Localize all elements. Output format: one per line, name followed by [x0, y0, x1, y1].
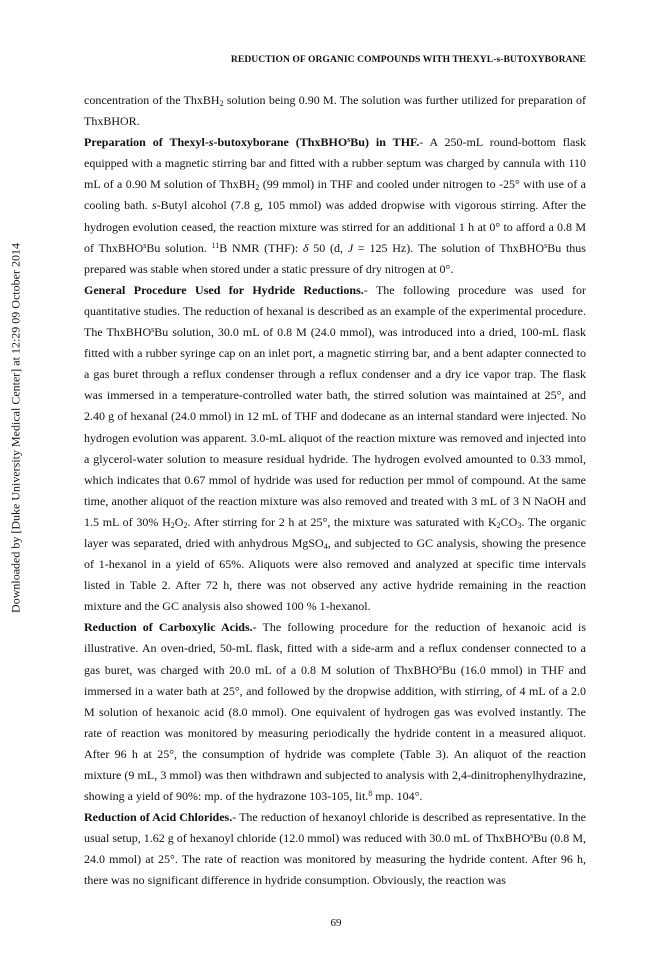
running-head: REDUCTION OF ORGANIC COMPOUNDS WITH THEXYL-s-BUTOXYBORANE — [230, 54, 586, 65]
paragraph-general-procedure: General Procedure Used for Hydride Reductions.- The following procedure was used for quantitative studies. The reduction of hexanal is described as an example of the experimental procedure. The ThxBHO$^s$Bu solution, 30.0 mL of 0.8 M (24.0 mmol), was introduced into a dried, 100-mL flask fitted with a rubber syringe cap on an inlet port, a magnetic stirring bar, and a bent adapter connected to a gas buret through a reflux condenser through a reflux condenser and a dry ice vapor trap. The flask was immersed in a temperature-controlled water bath, the stirred solution was maintained at 25°, and 2.40 g of hexanal (24.0 mmol) in 12 mL of THF and dodecane as an internal standard were injected. No hydrogen evolution was apparent. 3.0-mL aliquot of the reaction mixture was removed and injected into a glycerol-water solution to measure residual hydride. The hydrogen evolved amounted to 0.33 mmol, which indicates that 0.67 mmol of hydride was used for reduction per mmol of compound. At the same time, another aliquot of the reaction mixture was also removed and treated with 3 mL of 3 N NaOH and 1.5 mL of 30% $H_2O_2$. After stirring for 2 h at 25°, the mixture was saturated with $K_2CO_3$. The organic layer was separated, dried with anhydrous MgSO$_4$, and subjected to GC analysis, showing the presence of 1-hexanol in a yield of 65%. Aliquots were also removed and analyzed at specific time intervals listed in Table 2. After 72 h, there was not observed any active hydride remaining in the reaction mixture and the GC analysis also showed 100 % 1-hexanol. — [84, 282, 586, 614]
paragraph-thxbh2-concentration: concentration of the ThxBH$_2$ solution being 0.90 M. The solution was further utilized for preparation of ThxBHOR. — [84, 93, 586, 129]
section-heading-carboxylic-acids: Reduction of Carboxylic Acids. — [84, 620, 253, 635]
paragraph-carboxylic-acids: Reduction of Carboxylic Acids.- The following procedure for the reduction of hexanoic acid is illustrative. An oven-dried, 50-mL flask, fitted with a side-arm and a reflux condenser connected to a gas buret, was charged with 20.0 mL of a 0.8 M solution of ThxBHO$^s$Bu (16.0 mmol) in THF and immersed in a water bath at 25°, and followed by the dropwise addition, with stirring, of 4 mL of a 2.0 M solution of hexanoic acid (8.0 mmol). One equivalent of hydrogen gas was evolved instantly. The rate of reaction was monitored by measuring periodically the hydride content in a measured aliquot. After 96 h at 25°, the consumption of hydride was complete (Table 3). An aliquot of the reaction mixture (9 mL, 3 mmol) was then withdrawn and subjected to analysis with 2,4-dinitrophenylhydrazine, showing a yield of 90%: mp. of the hydrazone 103-105, lit.$^8$ mp. 104°. — [84, 620, 586, 804]
download-watermark — [8, 168, 24, 688]
download-watermark-text: Downloaded by [Duke University Medical Center] at 12:29 09 October 2014 — [8, 243, 23, 613]
section-heading-general-procedure: General Procedure Used for Hydride Reductions. — [84, 282, 364, 297]
section-heading-preparation: Preparation of Thexyl-s-butoxyborane (ThxBHO$^s$Bu) in THF. — [84, 135, 420, 150]
section-heading-acid-chlorides: Reduction of Acid Chlorides. — [84, 810, 233, 825]
paragraph-preparation: Preparation of Thexyl-s-butoxyborane (ThxBHO$^s$Bu) in THF.- A 250-mL round-bottom flask equipped with a magnetic stirring bar and fitted with a rubber septum was charged by cannula with 110 mL of a 0.90 M solution of ThxBH$_2$ (99 mmol) in THF and cooled under nitrogen to -25° with use of a cooling bath. s-Butyl alcohol (7.8 g, 105 mmol) was added dropwise with vigorous stirring. After the hydrogen evolution ceased, the reaction mixture was stirred for an additional 1 h at 0° to afford a 0.8 M of ThxBHO$^s$Bu solution. $^{11}$B NMR (THF): δ 50 (d, J = 125 Hz). The solution of ThxBHO$^s$Bu thus prepared was stable when stored under a static pressure of dry nitrogen at 0°. — [84, 135, 587, 276]
page-number: 69 — [330, 917, 342, 929]
article-body — [84, 90, 586, 892]
paragraph-acid-chlorides: Reduction of Acid Chlorides.- The reduction of hexanoyl chloride is described as representative. In the usual setup, 1.62 g of hexanoyl chloride (12.0 mmol) was reduced with 30.0 mL of ThxBHO$^s$Bu (0.8 M, 24.0 mmol) at 25°. The rate of reaction was monitored by measuring the hydride content. After 96 h, there was no significant difference in hydride consumption. Obviously, the reaction was — [84, 810, 587, 888]
